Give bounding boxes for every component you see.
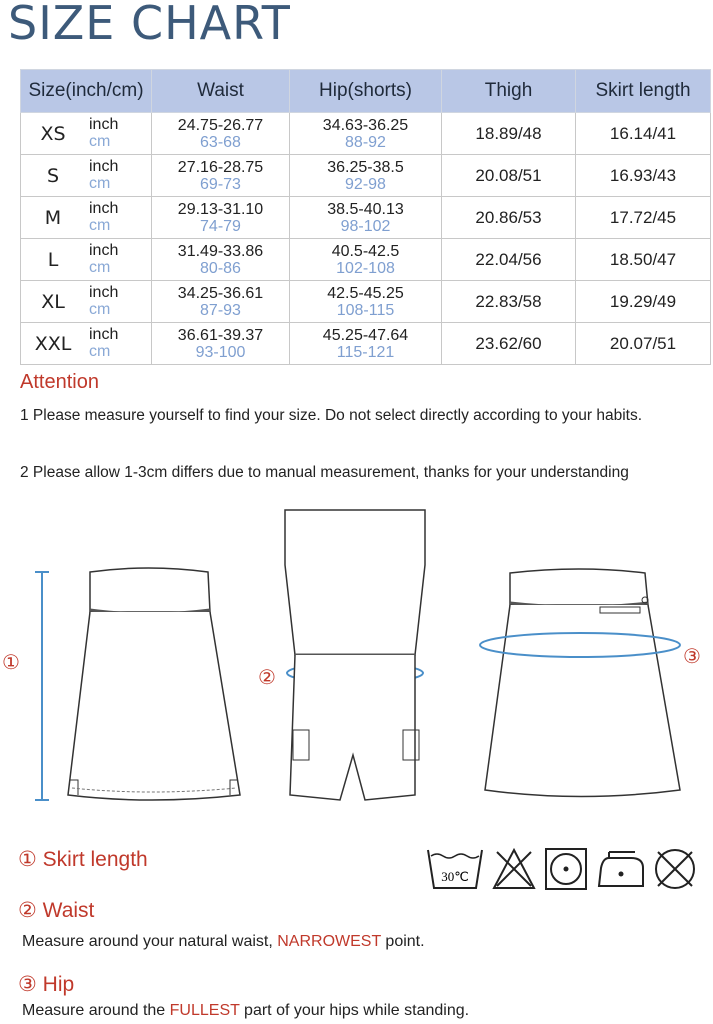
hip-cm: 108-115 [336, 301, 395, 319]
header-skirt-length: Skirt length [576, 70, 711, 113]
waist-inch: 27.16-28.75 [177, 158, 264, 176]
header-thigh: Thigh [442, 70, 576, 113]
size-label: XXL [34, 332, 72, 355]
waist-desc-end: point. [380, 933, 425, 950]
skirt-length-cell: 16.14/41 [576, 113, 711, 155]
size-label: XL [41, 290, 65, 313]
unit-inch: inch [89, 284, 119, 301]
thigh-cell: 23.62/60 [442, 323, 576, 365]
table-row [21, 197, 711, 239]
wash-30-icon [425, 846, 485, 892]
waist-inch: 34.25-36.61 [177, 284, 264, 302]
skirt-length-cell: 20.07/51 [576, 323, 711, 365]
hip-inch: 42.5-45.25 [327, 284, 404, 302]
waist-inch: 31.49-33.86 [177, 242, 264, 260]
page-title: SIZE CHART [8, 0, 291, 50]
unit-cm: cm [89, 175, 111, 192]
table-row [21, 281, 711, 323]
wash-temp-label: 30℃ [441, 869, 469, 884]
hip-cm: 98-102 [340, 217, 391, 235]
unit-cm: cm [89, 259, 111, 276]
table-row [21, 113, 711, 155]
table-row [21, 239, 711, 281]
size-label: XS [40, 122, 66, 145]
legend-hip: ③ Hip [18, 973, 75, 996]
waist-desc-text: Measure around your natural waist, [22, 933, 278, 950]
waist-cm: 93-100 [195, 343, 246, 361]
unit-inch: inch [89, 158, 119, 175]
waist-cm: 74-79 [200, 217, 241, 235]
thigh-cell: 22.83/58 [442, 281, 576, 323]
size-label: L [47, 248, 59, 271]
thigh-cell: 20.08/51 [442, 155, 576, 197]
hip-desc-highlight: FULLEST [169, 1002, 240, 1019]
skirt-length-cell: 18.50/47 [576, 239, 711, 281]
hip-desc-text: Measure around the [22, 1002, 170, 1019]
unit-inch: inch [89, 200, 119, 217]
skirt-length-cell: 19.29/49 [576, 281, 711, 323]
unit-cm: cm [89, 217, 111, 234]
table-header-row [21, 70, 711, 113]
header-waist: Waist [152, 70, 290, 113]
hip-inch: 36.25-38.5 [327, 158, 404, 176]
hip-cell [290, 323, 442, 365]
size-cell [21, 323, 152, 365]
unit-inch: inch [89, 116, 119, 133]
unit-inch: inch [89, 326, 119, 343]
waist-description [22, 933, 425, 951]
no-dry-clean-icon [652, 846, 698, 892]
size-cell [21, 197, 152, 239]
attention-note-2: 2 Please allow 1-3cm differs due to manual measurement, thanks for your understanding [20, 464, 629, 481]
size-label: M [44, 206, 62, 229]
attention-note-1: 1 Please measure yourself to find your size. Do not select directly according to your habits. [20, 407, 643, 424]
thigh-cell: 18.89/48 [442, 113, 576, 155]
header-hip: Hip(shorts) [290, 70, 442, 113]
waist-cell [152, 113, 290, 155]
waist-cm: 63-68 [200, 133, 241, 151]
header-size: Size(inch/cm) [21, 70, 152, 113]
hip-inch: 38.5-40.13 [327, 200, 404, 218]
unit-inch: inch [89, 242, 119, 259]
waist-inch: 29.13-31.10 [177, 200, 264, 218]
thigh-cell: 20.86/53 [442, 197, 576, 239]
unit-cm: cm [89, 301, 111, 318]
hip-inch: 34.63-36.25 [322, 116, 409, 134]
iron-icon [595, 846, 647, 892]
waist-cell [152, 323, 290, 365]
size-cell [21, 239, 152, 281]
size-cell [21, 155, 152, 197]
marker-one: ① [2, 652, 20, 674]
unit-cm: cm [89, 343, 111, 360]
hip-cell [290, 239, 442, 281]
waist-cell [152, 239, 290, 281]
waist-cm: 80-86 [200, 259, 241, 277]
hip-cm: 88-92 [345, 133, 386, 151]
unit-cm: cm [89, 133, 111, 150]
skirt-length-cell: 17.72/45 [576, 197, 711, 239]
size-table [20, 69, 711, 365]
table-row [21, 155, 711, 197]
legend-waist: ② Waist [18, 899, 95, 922]
hip-cell [290, 155, 442, 197]
waist-inch: 36.61-39.37 [177, 326, 264, 344]
size-cell [21, 281, 152, 323]
size-label: S [46, 164, 60, 187]
attention-heading: Attention [20, 371, 99, 393]
waist-inch: 24.75-26.77 [177, 116, 264, 134]
no-bleach-icon [491, 846, 537, 892]
marker-two: ② [258, 667, 276, 689]
tumble-dry-icon [543, 846, 589, 892]
hip-description [22, 1002, 469, 1020]
hip-cell [290, 197, 442, 239]
waist-cell [152, 281, 290, 323]
hip-cell [290, 113, 442, 155]
skirt-length-cell: 16.93/43 [576, 155, 711, 197]
legend-skirt-length: ① Skirt length [18, 848, 148, 871]
hip-inch: 40.5-42.5 [331, 242, 400, 260]
skirt-back-illustration [470, 565, 690, 805]
skirt-front-illustration [30, 560, 250, 810]
marker-three: ③ [683, 646, 701, 668]
hip-desc-end: part of your hips while standing. [239, 1002, 470, 1019]
size-cell [21, 113, 152, 155]
waist-cm: 87-93 [200, 301, 241, 319]
table-row [21, 323, 711, 365]
thigh-cell: 22.04/56 [442, 239, 576, 281]
hip-cm: 92-98 [345, 175, 386, 193]
waist-cell [152, 197, 290, 239]
waist-cell [152, 155, 290, 197]
hip-inch: 45.25-47.64 [322, 326, 409, 344]
waist-desc-highlight: NARROWEST [277, 933, 381, 950]
waist-cm: 69-73 [200, 175, 241, 193]
shorts-illustration [275, 505, 435, 815]
hip-cell [290, 281, 442, 323]
hip-cm: 115-121 [336, 343, 395, 361]
hip-cm: 102-108 [336, 259, 395, 277]
